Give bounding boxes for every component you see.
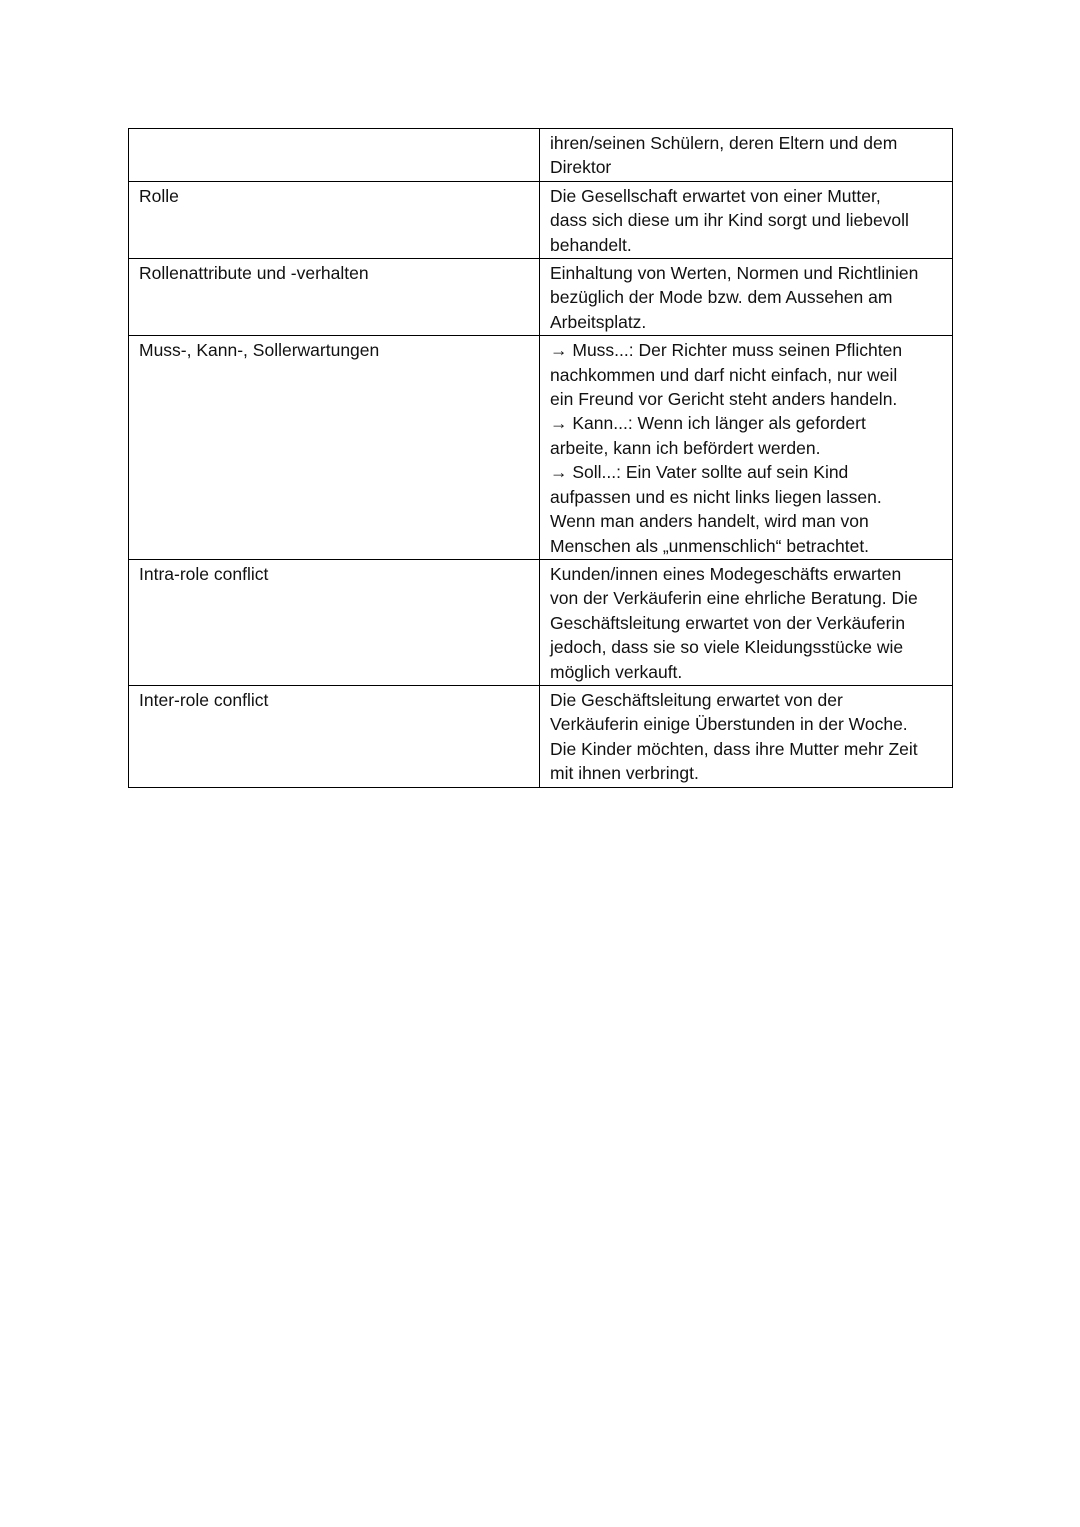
term-cell — [129, 129, 540, 182]
description-cell — [540, 685, 953, 787]
description-line: arbeite, kann ich befördert werden. — [550, 437, 821, 458]
description-line: Die Gesellschaft erwartet von einer Mutter, — [550, 185, 881, 206]
description-cell — [540, 259, 953, 336]
description-line: behandelt. — [550, 234, 632, 255]
table-row — [129, 685, 953, 787]
table-row — [129, 336, 953, 560]
description-line: mit ihnen verbringt. — [550, 763, 699, 784]
description-line: → Kann...: Wenn ich länger als gefordert — [550, 413, 866, 434]
term-cell — [129, 336, 540, 560]
description-line: → Soll...: Ein Vater sollte auf sein Kind — [550, 462, 849, 483]
description-line: Verkäuferin einige Überstunden in der Woche. — [550, 714, 908, 735]
description-line: nachkommen und darf nicht einfach, nur weil — [550, 364, 898, 385]
description-cell — [540, 336, 953, 560]
term-cell — [129, 685, 540, 787]
description-line: ein Freund vor Gericht steht anders handeln. — [550, 389, 898, 410]
table-row — [129, 181, 953, 258]
description-line: ihren/seinen Schülern, deren Eltern und dem — [550, 133, 898, 153]
description-line: Kunden/innen eines Modegeschäfts erwarten — [550, 563, 902, 584]
description-line: möglich verkauft. — [550, 661, 683, 682]
term-text: Muss-, Kann-, Sollerwartungen — [139, 340, 380, 361]
description-line: Geschäftsleitung erwartet von der Verkäuferin — [550, 612, 906, 633]
description-line: Die Kinder möchten, dass ihre Mutter mehr Zeit — [550, 738, 918, 759]
description-line: → Muss...: Der Richter muss seinen Pflichten — [550, 340, 903, 361]
description-line: Wenn man anders handelt, wird man von — [550, 511, 869, 532]
description-line: aufpassen und es nicht links liegen lassen. — [550, 486, 882, 507]
description-line: Direktor — [550, 157, 612, 178]
description-line: Arbeitsplatz. — [550, 311, 647, 332]
description-line: bezüglich der Mode bzw. dem Aussehen am — [550, 287, 893, 308]
description-line: Die Geschäftsleitung erwartet von der — [550, 689, 843, 710]
term-text: Rolle — [139, 185, 179, 206]
description-cell — [540, 181, 953, 258]
table-row — [129, 259, 953, 336]
term-text: Inter-role conflict — [139, 689, 269, 710]
table-row — [129, 129, 953, 182]
description-line: dass sich diese um ihr Kind sorgt und liebevoll — [550, 210, 909, 231]
term-text: Intra-role conflict — [139, 563, 269, 584]
description-line: jedoch, dass sie so viele Kleidungsstücke wie — [550, 637, 904, 658]
term-text: Rollenattribute und -verhalten — [139, 263, 369, 284]
description-line: von der Verkäuferin eine ehrliche Beratung. Die — [550, 588, 918, 609]
definitions-table-body — [129, 129, 953, 788]
term-cell — [129, 181, 540, 258]
description-cell — [540, 129, 953, 182]
description-cell — [540, 559, 953, 685]
definitions-table — [128, 128, 953, 788]
description-line: Einhaltung von Werten, Normen und Richtlinien — [550, 263, 919, 284]
term-cell — [129, 559, 540, 685]
description-line: Menschen als „unmenschlich“ betrachtet. — [550, 535, 870, 556]
table-row — [129, 559, 953, 685]
term-cell — [129, 259, 540, 336]
